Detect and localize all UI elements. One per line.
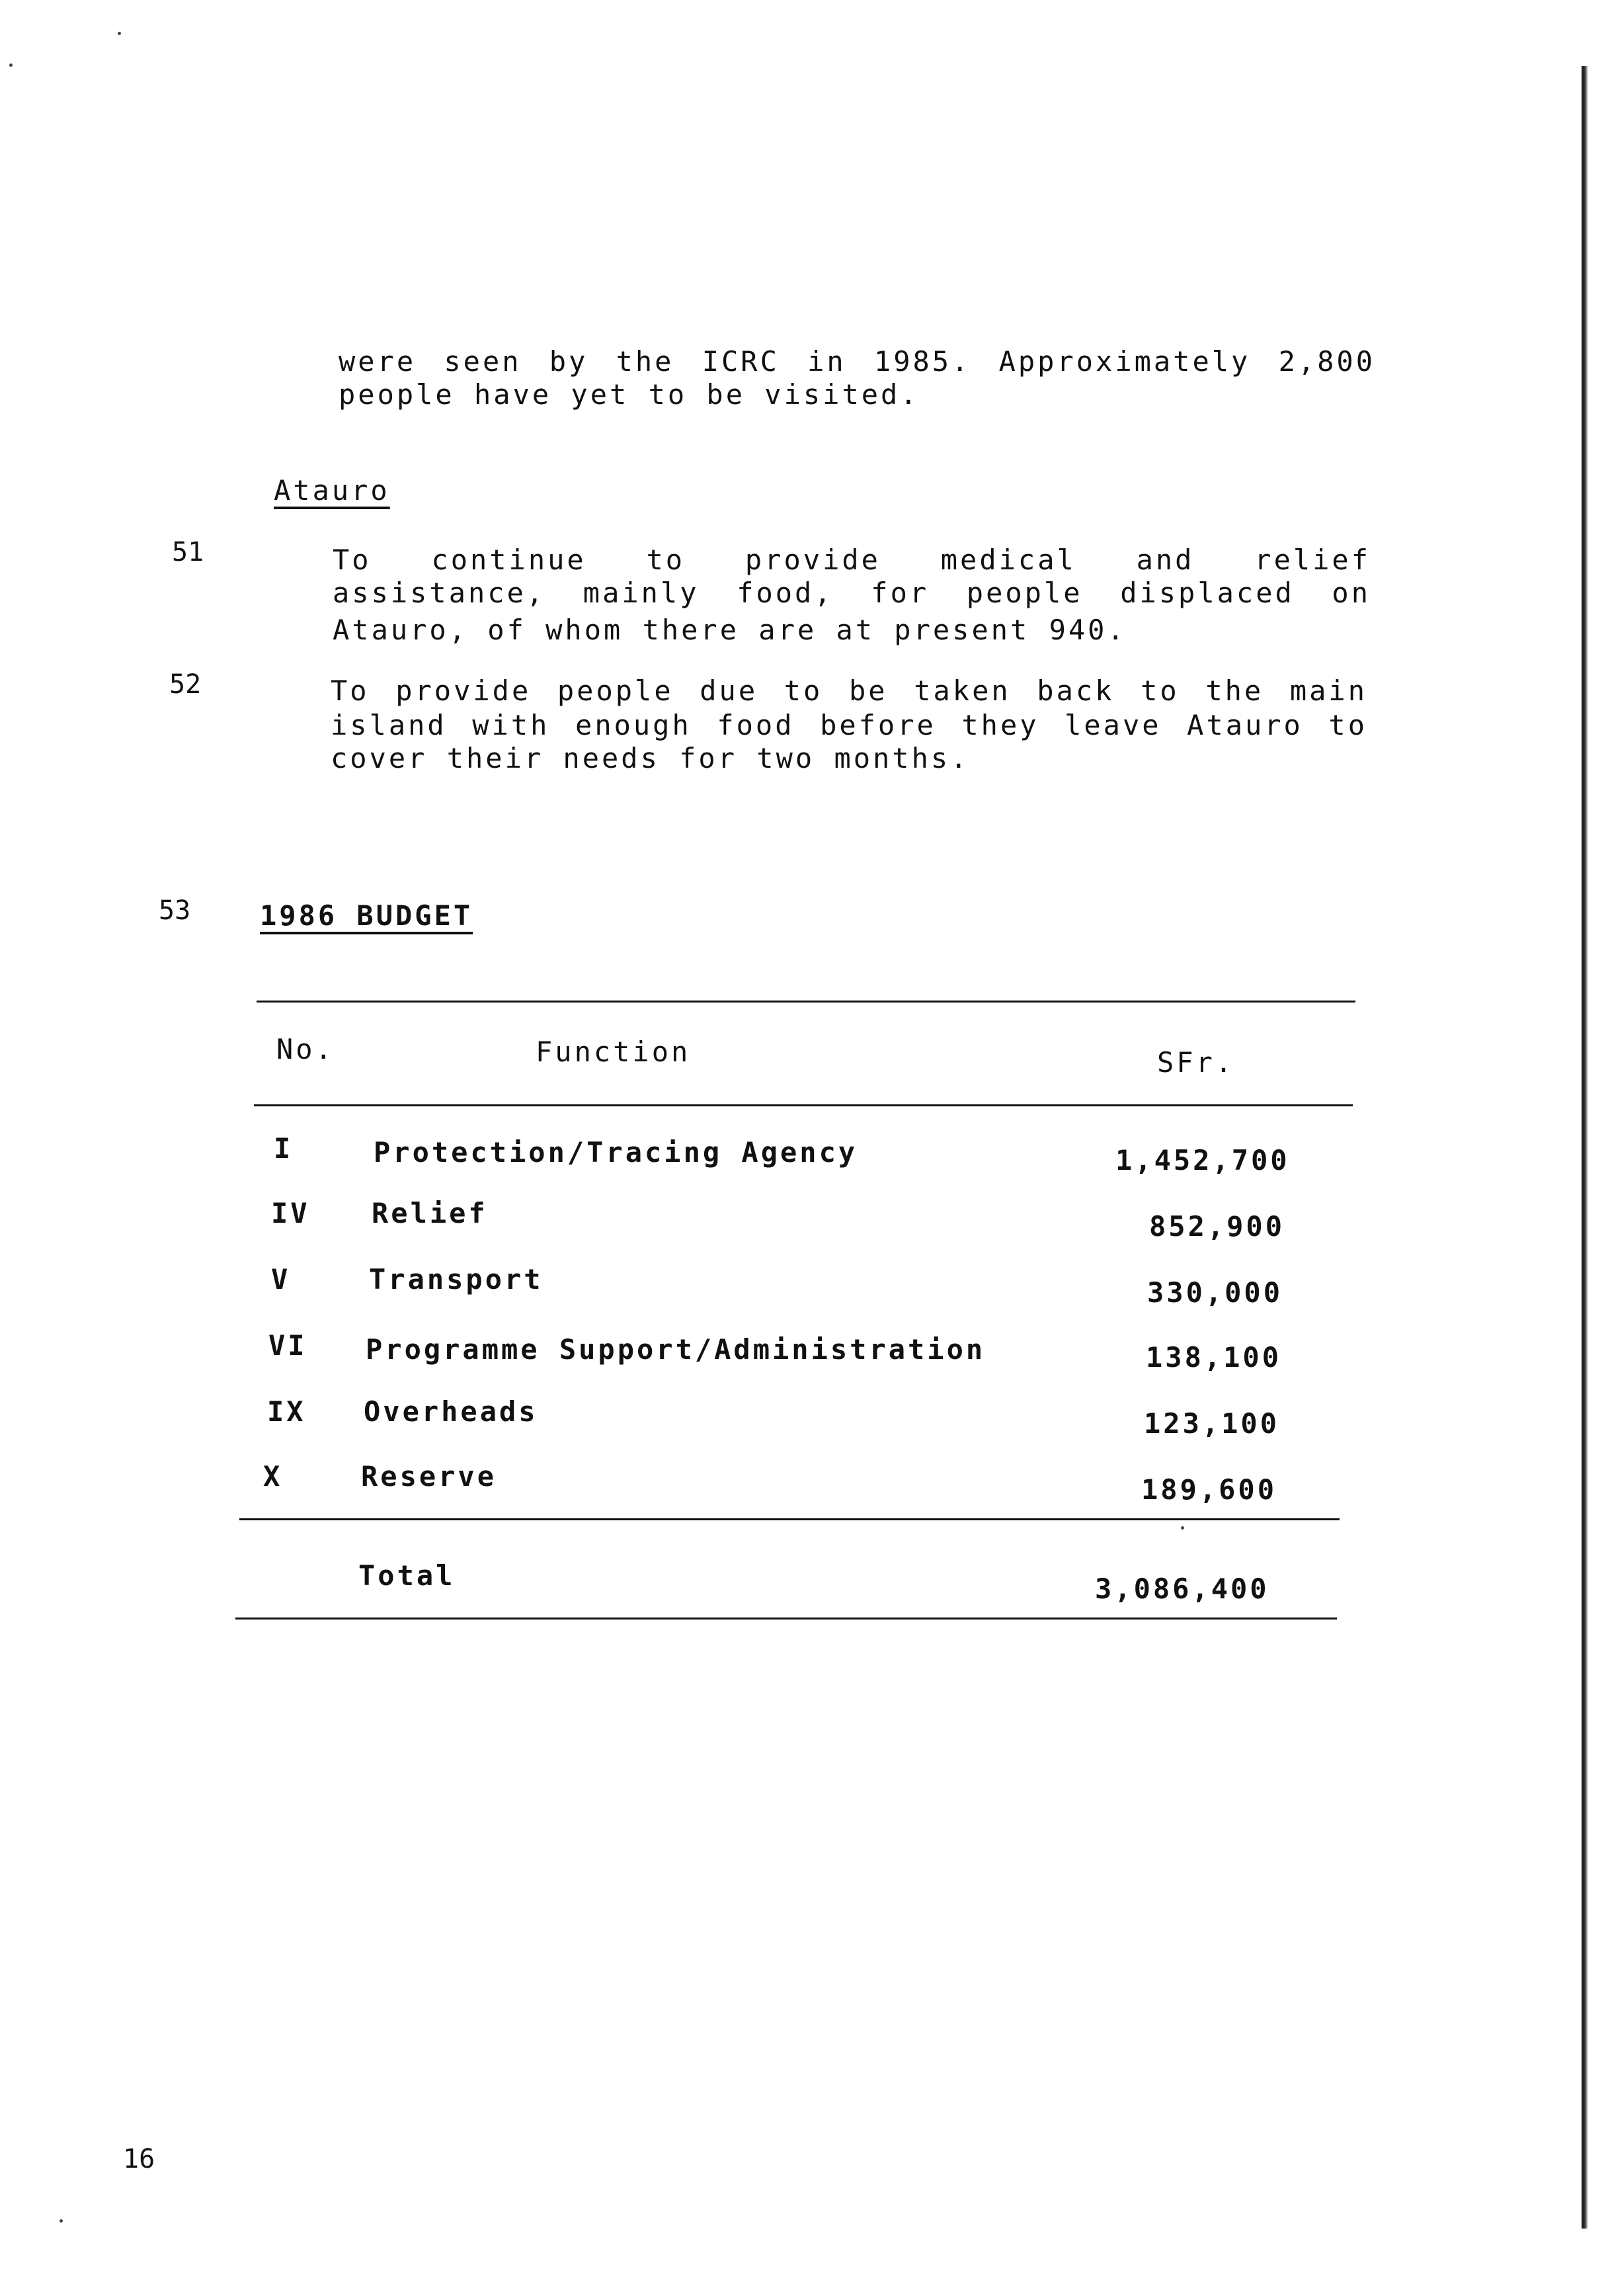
intro-line-2: people have yet to be visited.	[339, 378, 920, 411]
row-no: I	[274, 1132, 294, 1165]
total-label: Total	[358, 1559, 456, 1592]
row-amount: 1,452,700	[1115, 1144, 1290, 1176]
item-number-52: 52	[169, 669, 202, 700]
scan-speck	[1181, 1526, 1184, 1530]
page-number: 16	[123, 2144, 155, 2174]
item-number-53: 53	[159, 895, 191, 926]
row-function: Transport	[369, 1263, 543, 1295]
row-no: V	[271, 1263, 291, 1295]
row-amount: 138,100	[1146, 1341, 1282, 1374]
row-function: Relief	[372, 1197, 488, 1229]
table-bottom-rule	[235, 1618, 1337, 1620]
row-function: Programme Support/Administration	[366, 1333, 986, 1366]
row-no: IX	[267, 1395, 306, 1428]
section-heading-atauro: Atauro	[274, 474, 390, 507]
scan-speck	[60, 2219, 63, 2223]
item-52-line-3: cover their needs for two months.	[331, 742, 970, 774]
item-52-line-1: To provide people due to be taken back to the main	[331, 675, 1367, 707]
header-amount: SFr.	[1157, 1046, 1235, 1079]
header-function: Function	[536, 1036, 691, 1068]
table-total-rule	[239, 1518, 1340, 1520]
row-function: Overheads	[364, 1395, 538, 1428]
row-amount: 123,100	[1144, 1407, 1280, 1440]
scanned-binding-edge	[1582, 66, 1588, 2229]
table-header-rule	[254, 1104, 1353, 1106]
row-function: Reserve	[361, 1460, 497, 1493]
row-function: Protection/Tracing Agency	[374, 1136, 858, 1168]
row-no: IV	[271, 1197, 310, 1229]
row-no: X	[263, 1460, 283, 1493]
intro-line-1: were seen by the ICRC in 1985. Approximately 2,800	[339, 345, 1375, 378]
row-no: VI	[268, 1329, 307, 1362]
budget-title: 1986 BUDGET	[260, 899, 473, 932]
row-amount: 189,600	[1141, 1473, 1277, 1506]
item-51-line-3: Atauro, of whom there are at present 940.	[333, 614, 1127, 646]
header-no: No.	[276, 1033, 335, 1065]
row-amount: 330,000	[1147, 1276, 1283, 1309]
scan-speck	[9, 63, 13, 67]
item-52-line-2: island with enough food before they leave Atauro to	[331, 709, 1367, 741]
item-51-line-1: To continue to provide medical and relief	[333, 544, 1371, 576]
total-amount: 3,086,400	[1095, 1573, 1269, 1605]
item-number-51: 51	[172, 537, 204, 567]
row-amount: 852,900	[1149, 1210, 1285, 1243]
table-top-rule	[257, 1001, 1355, 1003]
scan-speck	[118, 32, 121, 35]
item-51-line-2: assistance, mainly food, for people displaced on	[333, 577, 1371, 609]
